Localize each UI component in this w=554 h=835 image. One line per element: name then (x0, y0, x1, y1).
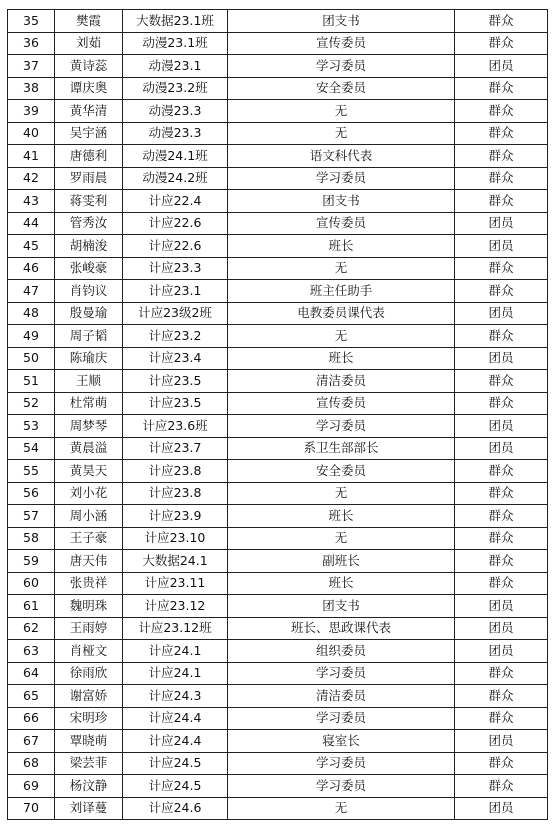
row-number-cell: 41 (8, 145, 55, 168)
class-name-cell: 计应23.3 (123, 257, 228, 280)
student-name-cell: 陈瑜庆 (55, 347, 123, 370)
student-name-cell: 周子韬 (55, 325, 123, 348)
class-name-cell: 计应23.9 (123, 505, 228, 528)
row-number-cell: 68 (8, 752, 55, 775)
row-number-cell: 66 (8, 707, 55, 730)
political-status-cell: 群众 (455, 32, 548, 55)
position-cell: 无 (228, 527, 455, 550)
position-cell: 班长 (228, 505, 455, 528)
political-status-cell: 团员 (455, 235, 548, 258)
student-name-cell: 樊霞 (55, 10, 123, 33)
position-cell: 系卫生部部长 (228, 437, 455, 460)
political-status-cell: 团员 (455, 640, 548, 663)
class-name-cell: 计应24.5 (123, 752, 228, 775)
position-cell: 学习委员 (228, 707, 455, 730)
position-cell: 寝室长 (228, 730, 455, 753)
class-name-cell: 动漫24.2班 (123, 167, 228, 190)
row-number-cell: 70 (8, 797, 55, 820)
class-name-cell: 动漫23.3 (123, 100, 228, 123)
student-name-cell: 黄诗蕊 (55, 55, 123, 78)
student-name-cell: 梁芸菲 (55, 752, 123, 775)
table-row (8, 212, 548, 235)
student-name-cell: 殷曼瑜 (55, 302, 123, 325)
student-name-cell: 刘小花 (55, 482, 123, 505)
student-name-cell: 魏明珠 (55, 595, 123, 618)
political-status-cell: 团员 (455, 302, 548, 325)
class-name-cell: 计应23.12 (123, 595, 228, 618)
row-number-cell: 53 (8, 415, 55, 438)
student-name-cell: 黄华清 (55, 100, 123, 123)
class-name-cell: 动漫23.2班 (123, 77, 228, 100)
student-name-cell: 刘译蔓 (55, 797, 123, 820)
student-name-cell: 周小涵 (55, 505, 123, 528)
political-status-cell: 群众 (455, 707, 548, 730)
student-name-cell: 杜常萌 (55, 392, 123, 415)
table-row (8, 437, 548, 460)
class-name-cell: 动漫23.1班 (123, 32, 228, 55)
class-name-cell: 计应24.5 (123, 775, 228, 798)
student-name-cell: 黄昊天 (55, 460, 123, 483)
class-name-cell: 计应24.1 (123, 662, 228, 685)
table-row (8, 370, 548, 393)
class-name-cell: 计应22.6 (123, 212, 228, 235)
position-cell: 学习委员 (228, 662, 455, 685)
political-status-cell: 团员 (455, 55, 548, 78)
table-row (8, 415, 548, 438)
table-row (8, 527, 548, 550)
political-status-cell: 团员 (455, 212, 548, 235)
row-number-cell: 36 (8, 32, 55, 55)
row-number-cell: 60 (8, 572, 55, 595)
political-status-cell: 团员 (455, 347, 548, 370)
political-status-cell: 团员 (455, 415, 548, 438)
position-cell: 团支书 (228, 10, 455, 33)
row-number-cell: 35 (8, 10, 55, 33)
student-name-cell: 周梦琴 (55, 415, 123, 438)
student-name-cell: 黄晨溢 (55, 437, 123, 460)
table-row (8, 572, 548, 595)
student-name-cell: 杨汶静 (55, 775, 123, 798)
table-row (8, 460, 548, 483)
position-cell: 班长 (228, 572, 455, 595)
student-name-cell: 覃晓萌 (55, 730, 123, 753)
political-status-cell: 群众 (455, 685, 548, 708)
class-name-cell: 计应23.6班 (123, 415, 228, 438)
position-cell: 学习委员 (228, 167, 455, 190)
political-status-cell: 群众 (455, 145, 548, 168)
student-name-cell: 谢富娇 (55, 685, 123, 708)
row-number-cell: 61 (8, 595, 55, 618)
student-name-cell: 王子豪 (55, 527, 123, 550)
student-name-cell: 王顺 (55, 370, 123, 393)
roster-table-body (8, 10, 548, 820)
position-cell: 团支书 (228, 595, 455, 618)
political-status-cell: 群众 (455, 77, 548, 100)
position-cell: 宣传委员 (228, 392, 455, 415)
row-number-cell: 40 (8, 122, 55, 145)
row-number-cell: 67 (8, 730, 55, 753)
position-cell: 学习委员 (228, 752, 455, 775)
position-cell: 无 (228, 325, 455, 348)
table-row (8, 122, 548, 145)
class-name-cell: 计应24.1 (123, 640, 228, 663)
table-row (8, 32, 548, 55)
student-name-cell: 肖钧议 (55, 280, 123, 303)
political-status-cell: 群众 (455, 482, 548, 505)
row-number-cell: 56 (8, 482, 55, 505)
table-row (8, 662, 548, 685)
row-number-cell: 46 (8, 257, 55, 280)
class-name-cell: 计应23.10 (123, 527, 228, 550)
table-row (8, 10, 548, 33)
row-number-cell: 59 (8, 550, 55, 573)
roster-table (7, 9, 548, 820)
position-cell: 班主任助手 (228, 280, 455, 303)
political-status-cell: 群众 (455, 775, 548, 798)
row-number-cell: 57 (8, 505, 55, 528)
table-row (8, 77, 548, 100)
political-status-cell: 群众 (455, 662, 548, 685)
political-status-cell: 群众 (455, 190, 548, 213)
position-cell: 学习委员 (228, 415, 455, 438)
table-row (8, 685, 548, 708)
class-name-cell: 计应23级2班 (123, 302, 228, 325)
class-name-cell: 大数据24.1 (123, 550, 228, 573)
political-status-cell: 团员 (455, 617, 548, 640)
student-name-cell: 罗雨晨 (55, 167, 123, 190)
student-name-cell: 吴宇涵 (55, 122, 123, 145)
row-number-cell: 37 (8, 55, 55, 78)
position-cell: 学习委员 (228, 55, 455, 78)
position-cell: 安全委员 (228, 77, 455, 100)
table-row (8, 752, 548, 775)
table-row (8, 55, 548, 78)
position-cell: 无 (228, 257, 455, 280)
class-name-cell: 计应23.1 (123, 280, 228, 303)
position-cell: 班长、思政课代表 (228, 617, 455, 640)
table-row (8, 325, 548, 348)
table-row (8, 505, 548, 528)
position-cell: 电教委员课代表 (228, 302, 455, 325)
row-number-cell: 51 (8, 370, 55, 393)
row-number-cell: 65 (8, 685, 55, 708)
table-row (8, 550, 548, 573)
political-status-cell: 群众 (455, 280, 548, 303)
row-number-cell: 42 (8, 167, 55, 190)
student-name-cell: 肖桠文 (55, 640, 123, 663)
class-name-cell: 计应24.6 (123, 797, 228, 820)
row-number-cell: 39 (8, 100, 55, 123)
class-name-cell: 计应23.11 (123, 572, 228, 595)
table-row (8, 100, 548, 123)
row-number-cell: 44 (8, 212, 55, 235)
student-name-cell: 管秀汝 (55, 212, 123, 235)
position-cell: 宣传委员 (228, 32, 455, 55)
row-number-cell: 55 (8, 460, 55, 483)
class-name-cell: 动漫24.1班 (123, 145, 228, 168)
position-cell: 副班长 (228, 550, 455, 573)
political-status-cell: 群众 (455, 752, 548, 775)
table-row (8, 392, 548, 415)
table-row (8, 640, 548, 663)
class-name-cell: 计应23.8 (123, 460, 228, 483)
class-name-cell: 计应23.2 (123, 325, 228, 348)
political-status-cell: 群众 (455, 572, 548, 595)
position-cell: 团支书 (228, 190, 455, 213)
political-status-cell: 群众 (455, 505, 548, 528)
position-cell: 安全委员 (228, 460, 455, 483)
position-cell: 清洁委员 (228, 370, 455, 393)
class-name-cell: 计应24.3 (123, 685, 228, 708)
position-cell: 宣传委员 (228, 212, 455, 235)
row-number-cell: 38 (8, 77, 55, 100)
class-name-cell: 动漫23.3 (123, 122, 228, 145)
political-status-cell: 群众 (455, 257, 548, 280)
table-row (8, 482, 548, 505)
political-status-cell: 团员 (455, 797, 548, 820)
student-name-cell: 王雨婷 (55, 617, 123, 640)
table-row (8, 190, 548, 213)
class-name-cell: 计应22.4 (123, 190, 228, 213)
class-name-cell: 计应23.8 (123, 482, 228, 505)
position-cell: 学习委员 (228, 775, 455, 798)
political-status-cell: 团员 (455, 730, 548, 753)
political-status-cell: 群众 (455, 460, 548, 483)
row-number-cell: 45 (8, 235, 55, 258)
position-cell: 班长 (228, 235, 455, 258)
political-status-cell: 团员 (455, 595, 548, 618)
political-status-cell: 群众 (455, 10, 548, 33)
row-number-cell: 54 (8, 437, 55, 460)
student-name-cell: 谭庆奥 (55, 77, 123, 100)
position-cell: 清洁委员 (228, 685, 455, 708)
student-name-cell: 唐德利 (55, 145, 123, 168)
class-name-cell: 计应22.6 (123, 235, 228, 258)
political-status-cell: 群众 (455, 392, 548, 415)
student-name-cell: 张贵祥 (55, 572, 123, 595)
class-name-cell: 计应24.4 (123, 730, 228, 753)
row-number-cell: 47 (8, 280, 55, 303)
row-number-cell: 63 (8, 640, 55, 663)
table-row (8, 167, 548, 190)
student-name-cell: 徐雨欣 (55, 662, 123, 685)
class-name-cell: 动漫23.1 (123, 55, 228, 78)
row-number-cell: 43 (8, 190, 55, 213)
class-name-cell: 计应23.12班 (123, 617, 228, 640)
row-number-cell: 48 (8, 302, 55, 325)
row-number-cell: 62 (8, 617, 55, 640)
student-name-cell: 宋明珍 (55, 707, 123, 730)
position-cell: 无 (228, 100, 455, 123)
political-status-cell: 团员 (455, 437, 548, 460)
student-name-cell: 张峻豪 (55, 257, 123, 280)
table-row (8, 257, 548, 280)
table-row (8, 347, 548, 370)
position-cell: 班长 (228, 347, 455, 370)
student-name-cell: 唐天伟 (55, 550, 123, 573)
position-cell: 无 (228, 482, 455, 505)
table-row (8, 235, 548, 258)
political-status-cell: 群众 (455, 527, 548, 550)
class-name-cell: 计应23.5 (123, 370, 228, 393)
row-number-cell: 50 (8, 347, 55, 370)
row-number-cell: 58 (8, 527, 55, 550)
student-name-cell: 蒋雯利 (55, 190, 123, 213)
position-cell: 无 (228, 797, 455, 820)
political-status-cell: 群众 (455, 325, 548, 348)
political-status-cell: 群众 (455, 100, 548, 123)
political-status-cell: 群众 (455, 370, 548, 393)
table-row (8, 707, 548, 730)
table-row (8, 145, 548, 168)
political-status-cell: 群众 (455, 122, 548, 145)
row-number-cell: 52 (8, 392, 55, 415)
table-row (8, 280, 548, 303)
table-row (8, 617, 548, 640)
class-name-cell: 计应23.4 (123, 347, 228, 370)
position-cell: 组织委员 (228, 640, 455, 663)
class-name-cell: 大数据23.1班 (123, 10, 228, 33)
table-row (8, 730, 548, 753)
row-number-cell: 69 (8, 775, 55, 798)
table-row (8, 797, 548, 820)
class-name-cell: 计应23.7 (123, 437, 228, 460)
position-cell: 语文科代表 (228, 145, 455, 168)
student-name-cell: 刘茹 (55, 32, 123, 55)
row-number-cell: 49 (8, 325, 55, 348)
table-row (8, 302, 548, 325)
position-cell: 无 (228, 122, 455, 145)
student-name-cell: 胡楠浚 (55, 235, 123, 258)
political-status-cell: 群众 (455, 167, 548, 190)
class-name-cell: 计应23.5 (123, 392, 228, 415)
political-status-cell: 群众 (455, 550, 548, 573)
class-name-cell: 计应24.4 (123, 707, 228, 730)
table-row (8, 595, 548, 618)
row-number-cell: 64 (8, 662, 55, 685)
table-row (8, 775, 548, 798)
